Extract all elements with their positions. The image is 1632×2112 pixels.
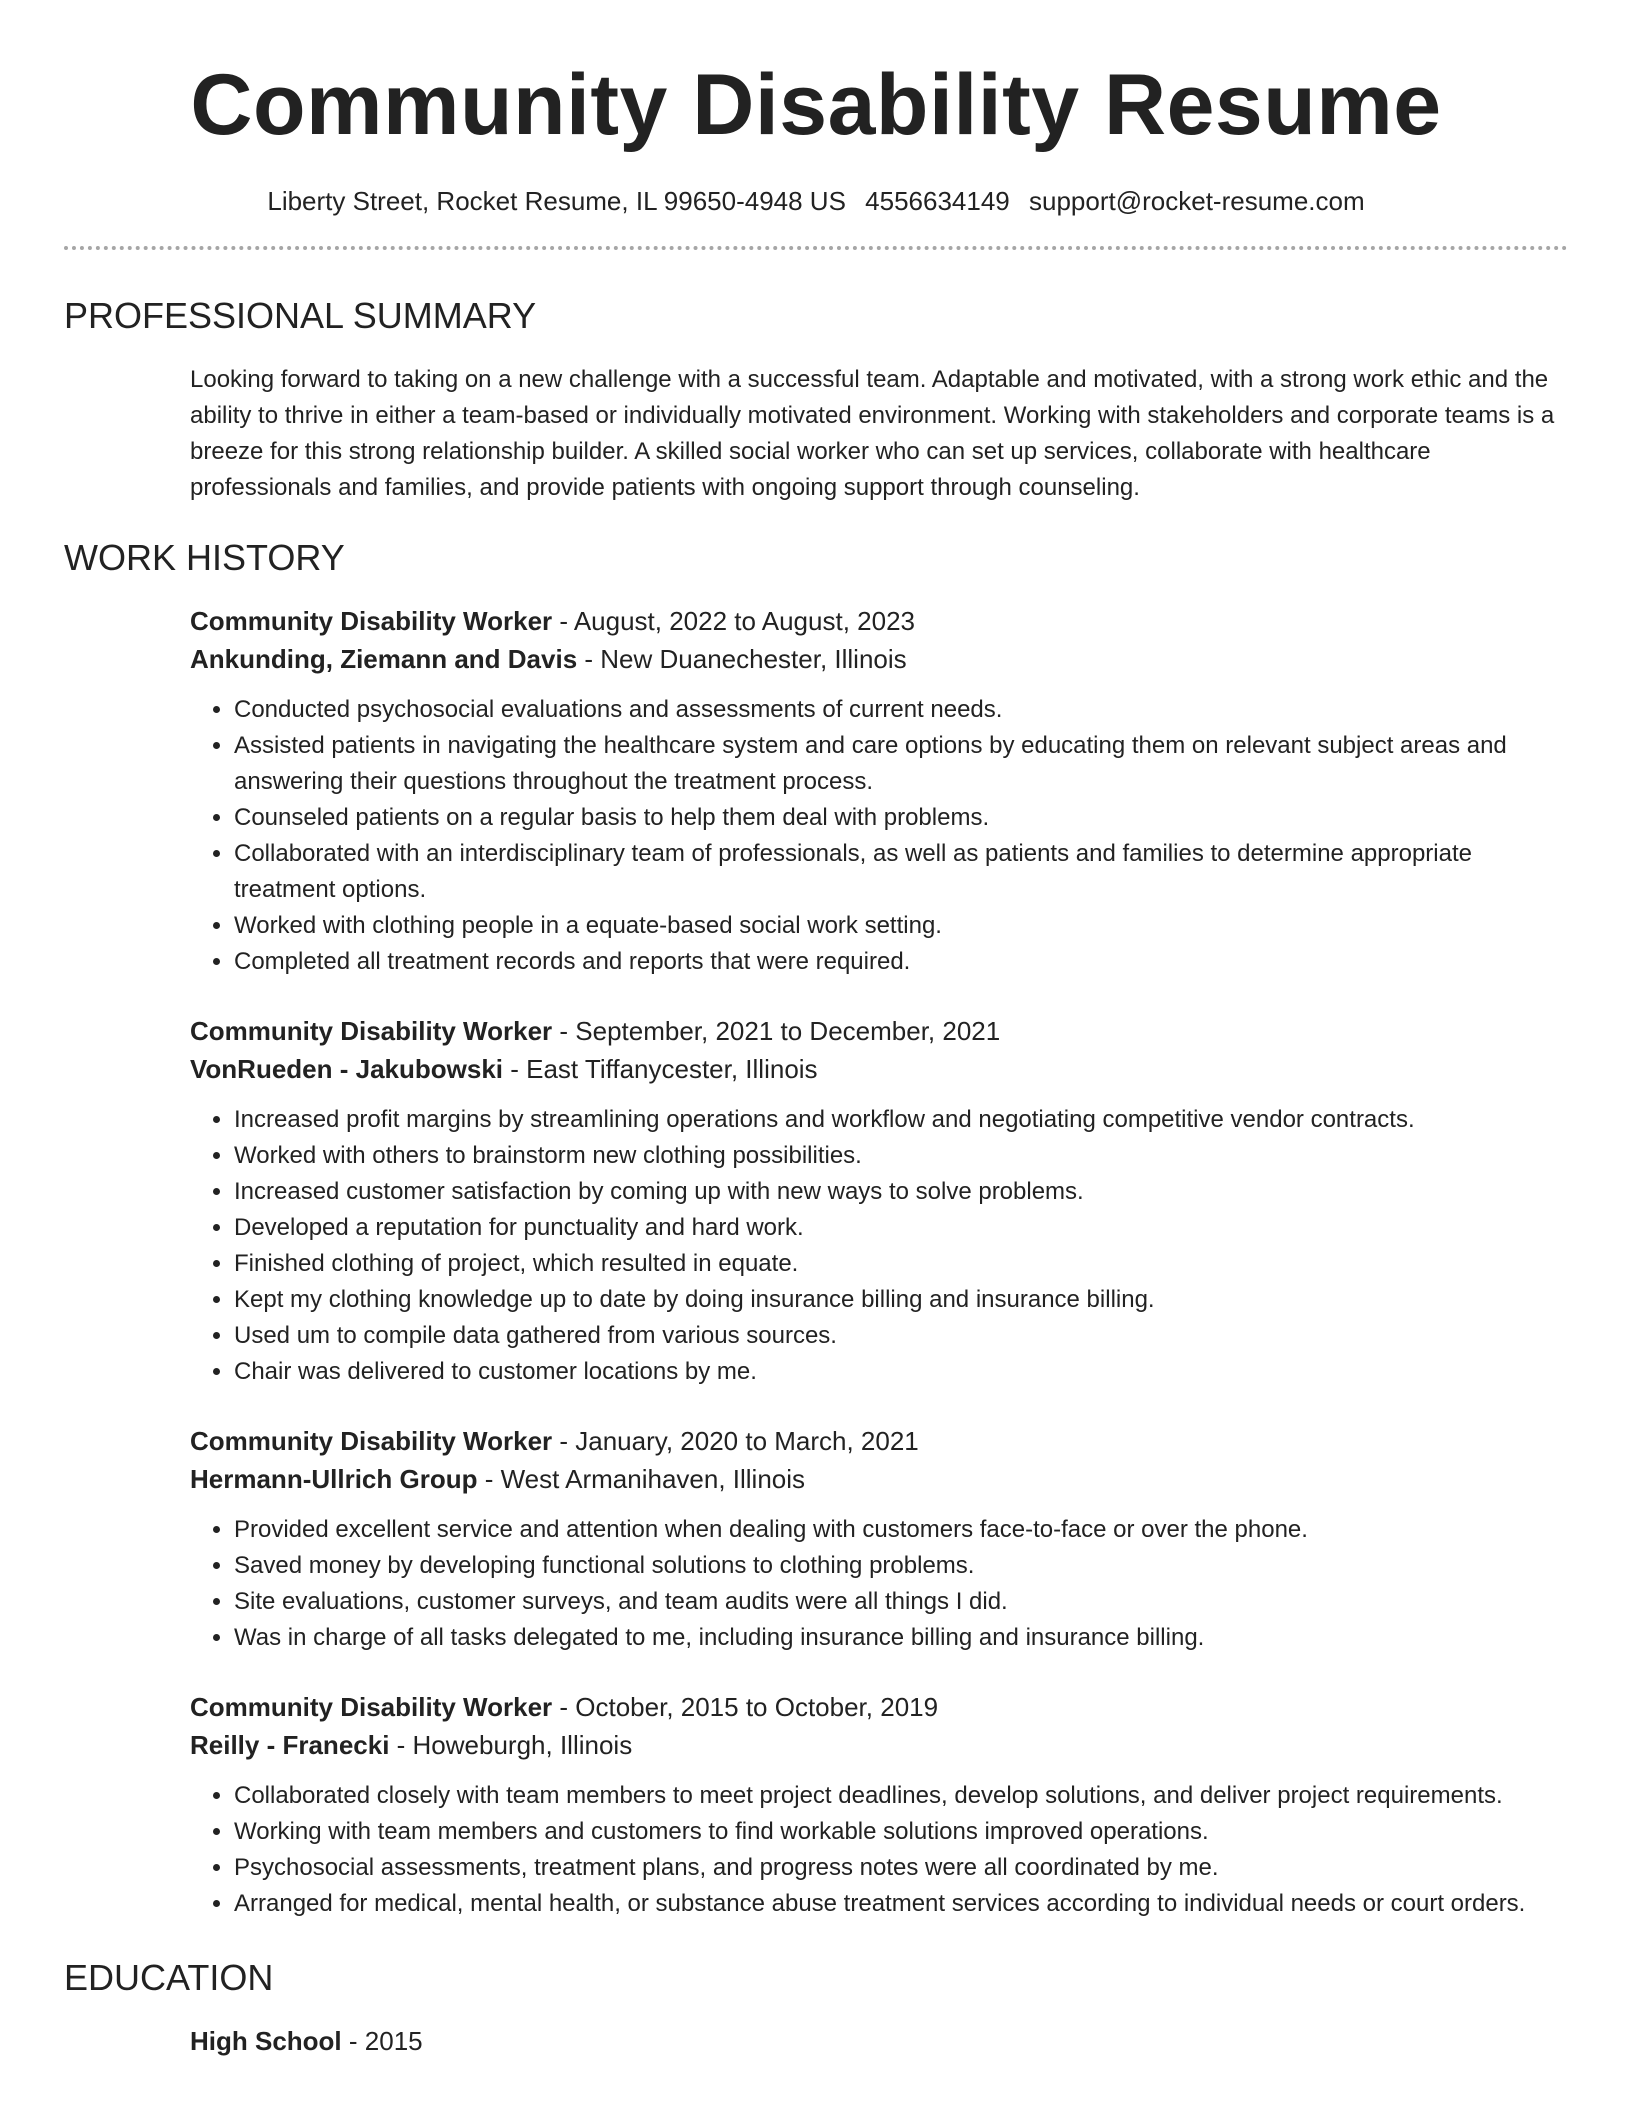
- job-role-line: [190, 1422, 1568, 1460]
- bullet-item: • Arranged for medical, mental health, or substance abuse treatment services according to individual needs or court orders.: [234, 1886, 1568, 1922]
- job-location: - West Armanihaven, Illinois: [477, 1464, 806, 1494]
- bullet-item: • Counseled patients on a regular basis to help them deal with problems.: [234, 800, 1568, 836]
- work-history-heading: WORK HISTORY: [64, 537, 345, 578]
- bullet-item: • Worked with clothing people in a equate-based social work setting.: [234, 908, 1568, 944]
- summary-text: Looking forward to taking on a new challenge with a successful team. Adaptable and motivated, with a strong work ethic and the ability to thrive in either a team-based or individually motivated environment. Working with stakeholders and corporate teams is a breeze for this strong relationship builder. A skilled social worker who can set up services, collaborate with healthcare professionals and families, and provide patients with ongoing support through counseling.: [190, 366, 1555, 501]
- bullet-item: • Assisted patients in navigating the healthcare system and care options by educating them on relevant subject areas and answering their questions throughout the treatment process.: [234, 728, 1568, 800]
- job-role-line: [190, 1012, 1568, 1050]
- job-role-line: [190, 1688, 1568, 1726]
- job-entry: [190, 1012, 1568, 1390]
- contact-phone: 4556634149: [865, 186, 1010, 216]
- bullet-item: • Working with team members and customers to find workable solutions improved operations.: [234, 1814, 1568, 1850]
- bullet-item: • Kept my clothing knowledge up to date by doing insurance billing and insurance billing.: [234, 1282, 1568, 1318]
- job-bullets: [190, 692, 1568, 980]
- bullet-item: • Conducted psychosocial evaluations and assessments of current needs.: [234, 692, 1568, 728]
- bullet-item: • Site evaluations, customer surveys, and team audits were all things I did.: [234, 1584, 1568, 1620]
- contact-address: Liberty Street, Rocket Resume, IL 99650-4948 US: [267, 186, 846, 216]
- bullet-item: • Used um to compile data gathered from various sources.: [234, 1318, 1568, 1354]
- job-company-line: [190, 1050, 1568, 1088]
- resume-title: Community Disability Resume: [190, 57, 1442, 153]
- education-entry: [190, 2022, 1568, 2060]
- education-degree: High School: [190, 2026, 342, 2056]
- job-location: - New Duanechester, Illinois: [577, 644, 907, 674]
- job-bullets: [190, 1512, 1568, 1656]
- job-role: Community Disability Worker: [190, 606, 553, 636]
- job-company: Reilly - Franecki: [190, 1730, 390, 1760]
- job-entry: [190, 1688, 1568, 1922]
- header-divider: [64, 246, 1568, 250]
- education-heading: EDUCATION: [64, 1957, 274, 1998]
- job-location: - East Tiffanycester, Illinois: [503, 1054, 818, 1084]
- bullet-item: • Provided excellent service and attention when dealing with customers face-to-face or over the phone.: [234, 1512, 1568, 1548]
- bullet-item: • Chair was delivered to customer locations by me.: [234, 1354, 1568, 1390]
- job-bullets: [190, 1778, 1568, 1922]
- job-dates: - October, 2015 to October, 2019: [552, 1692, 939, 1722]
- education-year: - 2015: [341, 2026, 423, 2056]
- summary-heading: PROFESSIONAL SUMMARY: [64, 295, 537, 336]
- bullet-item: • Increased customer satisfaction by coming up with new ways to solve problems.: [234, 1174, 1568, 1210]
- job-company-line: [190, 1460, 1568, 1498]
- contact-email: support@rocket-resume.com: [1029, 186, 1365, 216]
- bullet-item: • Developed a reputation for punctuality and hard work.: [234, 1210, 1568, 1246]
- job-role: Community Disability Worker: [190, 1426, 553, 1456]
- job-dates: - September, 2021 to December, 2021: [552, 1016, 1001, 1046]
- job-role: Community Disability Worker: [190, 1016, 553, 1046]
- resume-header: [0, 0, 1632, 218]
- bullet-item: • Was in charge of all tasks delegated to me, including insurance billing and insurance billing.: [234, 1620, 1568, 1656]
- job-company: Ankunding, Ziemann and Davis: [190, 644, 578, 674]
- job-company: VonRueden - Jakubowski: [190, 1054, 504, 1084]
- job-company: Hermann-Ullrich Group: [190, 1464, 478, 1494]
- bullet-item: • Finished clothing of project, which resulted in equate.: [234, 1246, 1568, 1282]
- job-bullets: [190, 1102, 1568, 1390]
- job-company-line: [190, 640, 1568, 678]
- job-role-line: [190, 602, 1568, 640]
- bullet-item: • Increased profit margins by streamlining operations and workflow and negotiating competitive vendor contracts.: [234, 1102, 1568, 1138]
- job-company-line: [190, 1726, 1568, 1764]
- bullet-item: • Worked with others to brainstorm new clothing possibilities.: [234, 1138, 1568, 1174]
- job-entry: [190, 1422, 1568, 1656]
- job-location: - Howeburgh, Illinois: [389, 1730, 633, 1760]
- job-dates: - January, 2020 to March, 2021: [552, 1426, 919, 1456]
- work-history-list: [190, 602, 1568, 1922]
- job-entry: [190, 602, 1568, 980]
- bullet-item: • Saved money by developing functional solutions to clothing problems.: [234, 1548, 1568, 1584]
- job-role: Community Disability Worker: [190, 1692, 553, 1722]
- bullet-item: • Completed all treatment records and reports that were required.: [234, 944, 1568, 980]
- bullet-item: • Collaborated closely with team members to meet project deadlines, develop solutions, and deliver project requirements.: [234, 1778, 1568, 1814]
- job-dates: - August, 2022 to August, 2023: [552, 606, 915, 636]
- contact-line: [0, 184, 1632, 218]
- bullet-item: • Collaborated with an interdisciplinary team of professionals, as well as patients and families to determine appropriate treatment options.: [234, 836, 1568, 908]
- bullet-item: • Psychosocial assessments, treatment plans, and progress notes were all coordinated by me.: [234, 1850, 1568, 1886]
